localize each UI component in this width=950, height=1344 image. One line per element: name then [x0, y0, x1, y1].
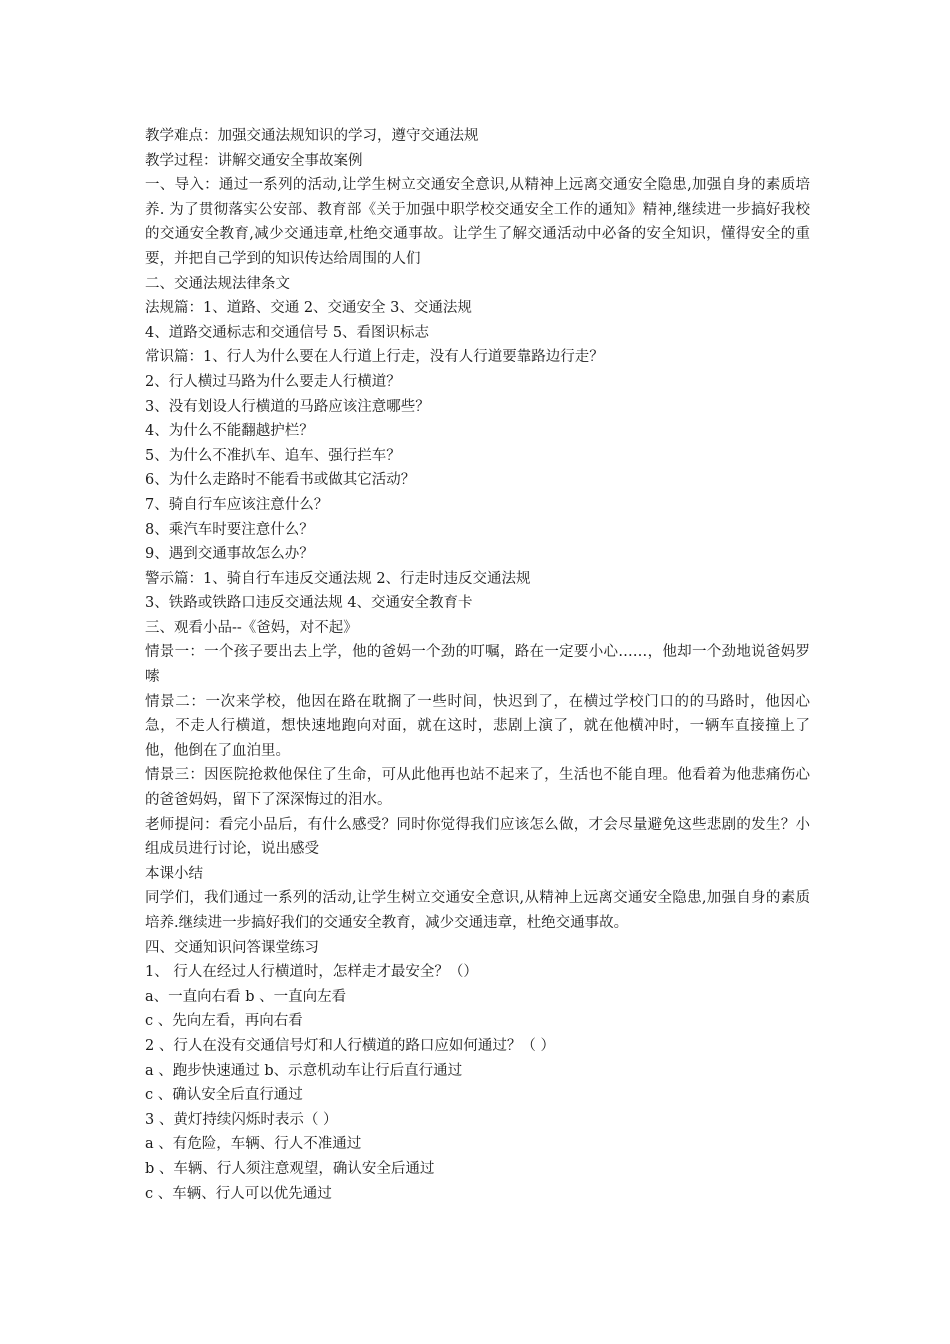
quiz-option: c 、确认安全后直行通过 — [145, 1087, 303, 1104]
text-line: 3、铁路或铁路口违反交通法规 4、交通安全教育卡 — [145, 595, 473, 612]
list-item: 8、乘汽车时要注意什么？ — [145, 521, 314, 538]
list-item: 3、没有划设人行横道的马路应该注意哪些？ — [145, 398, 430, 415]
section-heading: 四、交通知识问答课堂练习 — [145, 939, 319, 956]
quiz-option: b 、车辆、行人须注意观望，确认安全后通过 — [145, 1160, 435, 1177]
section-heading: 二、交通法规法律条文 — [145, 275, 290, 292]
text-paragraph: 情景一：一个孩子要出去上学，他的爸妈一个劲的叮嘱，路在一定要小心……，他却一个劲地说爸妈罗嗦 — [145, 644, 810, 686]
section-heading: 本课小结 — [145, 865, 203, 882]
text-line: 警示篇：1、骑自行车违反交通法规 2、行走时违反交通法规 — [145, 570, 531, 587]
list-item: 9、遇到交通事故怎么办？ — [145, 546, 314, 563]
section-heading: 三、观看小品--《爸妈，对不起》 — [145, 619, 358, 636]
list-item: 7、骑自行车应该注意什么？ — [145, 496, 329, 513]
quiz-option: a 、跑步快速通过 b、示意机动车让行后直行通过 — [145, 1062, 463, 1079]
text-line: 教学难点：加强交通法规知识的学习，遵守交通法规 — [145, 128, 479, 144]
quiz-option: c 、车辆、行人可以优先通过 — [145, 1185, 332, 1202]
text-line: 教学过程：讲解交通安全事故案例 — [145, 152, 363, 169]
text-paragraph: 同学们，我们通过一系列的活动,让学生树立交通安全意识,从精神上远离交通安全隐患,加强自身的素质培养.继续进一步搞好我们的交通安全教育，减少交通违章，杜绝交通事故。 — [145, 890, 810, 931]
text-paragraph: 老师提问：看完小品后，有什么感受？同时你觉得我们应该怎么做，才会尽量避免这些悲剧的发生？小组成员进行讨论，说出感受 — [145, 816, 810, 858]
quiz-option: a、一直向右看 b 、一直向左看 — [145, 988, 347, 1005]
quiz-question: 3 、黄灯持续闪烁时表示（ ） — [145, 1111, 338, 1128]
quiz-question: 2 、行人在没有交通信号灯和人行横道的路口应如何通过？（ ） — [145, 1037, 555, 1054]
quiz-question: 1、 行人在经过人行横道时，怎样走才最安全？（） — [145, 964, 478, 981]
text-line: 常识篇：1、行人为什么要在人行道上行走，没有人行道要靠路边行走？ — [145, 349, 604, 366]
list-item: 2、行人横过马路为什么要走人行横道？ — [145, 373, 401, 390]
text-line: 4、道路交通标志和交通信号 5、看图识标志 — [145, 324, 430, 341]
document-body — [145, 124, 810, 1206]
text-paragraph: 情景三：因医院抢救他保住了生命，可从此他再也站不起来了，生活也不能自理。他看着为他悲痛伤心的爸爸妈妈，留下了深深悔过的泪水。 — [145, 767, 810, 809]
list-item: 6、为什么走路时不能看书或做其它活动？ — [145, 472, 416, 489]
text-paragraph: 情景二：一次来学校，他因在路在耽搁了一些时间，快迟到了，在横过学校门口的的马路时，他因心急，不走人行横道，想快速地跑向对面，就在这时，悲剧上演了，就在他横冲时，一辆车直接撞上了他，他倒在了血泊里。 — [145, 693, 810, 759]
quiz-option: c 、先向左看，再向右看 — [145, 1013, 303, 1030]
text-line: 法规篇：1、道路、交通 2、交通安全 3、交通法规 — [145, 300, 472, 317]
text-paragraph: 一、导入：通过一系列的活动,让学生树立交通安全意识,从精神上远离交通安全隐患,加强自身的素质培养. 为了贯彻落实公安部、教育部《关于加强中职学校交通安全工作的通知》精神,继续进一步搞好我校的交通安全教育,减少交通违章,杜绝交通事故。让学生了解交通活动中必备的安全知识，懂得安全的重要，并把自己学到的知识传达给周围的人们 — [145, 177, 810, 267]
quiz-option: a 、有危险，车辆、行人不准通过 — [145, 1136, 362, 1153]
list-item: 4、为什么不能翻越护栏？ — [145, 423, 314, 440]
list-item: 5、为什么不准扒车、追车、强行拦车？ — [145, 447, 401, 464]
